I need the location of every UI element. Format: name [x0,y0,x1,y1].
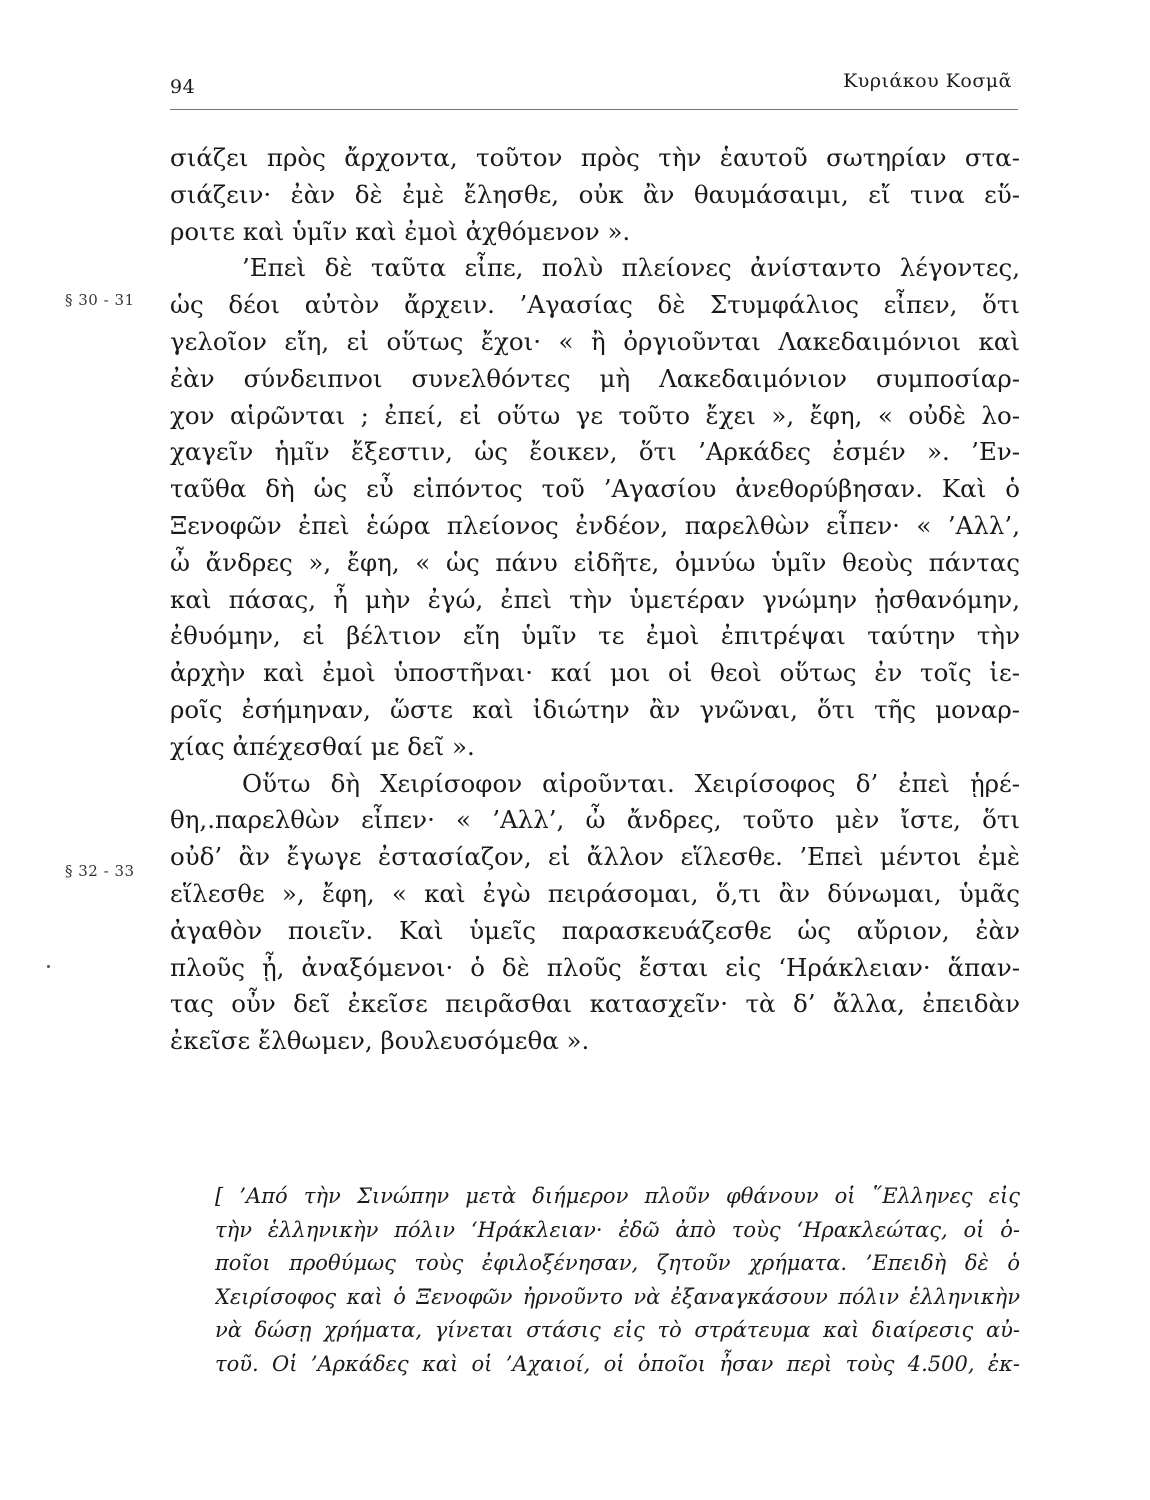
text-line: θη,.παρελθὼν εἶπεν· « ’Αλλ’, ὦ ἄνδρες, τοῦτο μὲν ἴστε, ὅτι [170,805,1020,835]
text-line: ἀρχὴν καὶ ἐμοὶ ὑποστῆναι· καί μοι οἱ θεοὶ οὕτως ἐν τοῖς ἱε- [170,658,1020,688]
text-line: εἵλεσθε », ἔφη, « καὶ ἐγὼ πειράσομαι, ὅ,τι ἂν δύνωμαι, ὑμᾶς [170,878,1020,908]
text-line: Ξενοφῶν ἐπεὶ ἑώρα πλείονος ἐνδέον, παρελθὼν εἶπεν· « ’Αλλ’, [170,510,1020,540]
text-line: ὦ ἄνδρες », ἔφη, « ὡς πάνυ εἰδῆτε, ὀμνύω ὑμῖν θεοὺς πάντας [170,547,1020,577]
text-line: οὐδ’ ἂν ἔγωγε ἐστασίαζον, εἰ ἄλλον εἵλεσθε. ’Επεὶ μέντοι ἐμὲ [170,842,1020,872]
text-line: σιάζειν· ἐὰν δὲ ἐμὲ ἔλησθε, οὐκ ἂν θαυμάσαιμι, εἴ τινα εὕ- [170,179,1020,209]
page-number: 94 [170,76,196,98]
text-line: τας οὖν δεῖ ἐκεῖσε πειρᾶσθαι κατασχεῖν· τὰ δ’ ἄλλα, ἐπειδὰν [170,989,1020,1019]
text-line: ἀγαθὸν ποιεῖν. Καὶ ὑμεῖς παρασκευάζεσθε ὡς αὔριον, ἐὰν [170,915,1020,945]
main-text [170,140,1020,1060]
text-line: γελοῖον εἴη, εἰ οὕτως ἔχοι· « ἢ ὀργιοῦνται Λακεδαιμόνιοι καὶ [170,326,1020,356]
summary-line: ποῖοι προθύμως τοὺς ἐφιλοξένησαν, ζητοῦν χρήματα. ’Επειδὴ δὲ ὁ [215,1251,1020,1276]
text-line: ’Επεὶ δὲ ταῦτα εἶπε, πολὺ πλείονες ἀνίσταντο λέγοντες, [242,253,1020,283]
text-line: χίας ἀπέχεσθαί με δεῖ ». [170,731,475,761]
text-line: ὡς δέοι αὐτὸν ἄρχειν. ’Αγασίας δὲ Στυμφάλιος εἶπεν, ὅτι [170,290,1020,320]
text-line: ροῖς ἐσήμηναν, ὥστε καὶ ἰδιώτην ἂν γνῶναι, ὅτι τῆς μοναρ- [170,694,1020,724]
text-line: ἐὰν σύνδειπνοι συνελθόντες μὴ Λακεδαιμόνιον συμποσίαρ- [170,363,1020,393]
summary-line: Χειρίσοφος καὶ ὁ Ξενοφῶν ἠρνοῦντο νὰ ἐξαναγκάσουν πόλιν ἑλληνικὴν [215,1284,1020,1309]
header-rule [170,109,1018,110]
text-line: καὶ πάσας, ἦ μὴν ἐγώ, ἐπεὶ τὴν ὑμετέραν γνώμην ᾐσθανόμην, [170,584,1020,614]
summary-line: νὰ δώσῃ χρήματα, γίνεται στάσις εἰς τὸ στράτευμα καὶ διαίρεσις αὐ- [215,1318,1020,1343]
text-line: ροιτε καὶ ὑμῖν καὶ ἐμοὶ ἀχθόμενον ». [170,216,631,246]
text-line: ἐκεῖσε ἔλθωμεν, βουλευσόμεθα ». [170,1026,590,1056]
summary-line: τὴν ἑλληνικὴν πόλιν ‘Ηράκλειαν· ἐδῶ ἀπὸ τοὺς ‘Ηρακλεώτας, οἱ ὁ- [215,1217,1020,1242]
ink-speck [47,965,50,968]
margin-section-ref: § 30 - 31 [65,291,135,309]
text-line: χον αἱρῶνται ; ἐπεί, εἰ οὕτω γε τοῦτο ἔχει », ἔφη, « οὐδὲ λο- [170,400,1020,430]
page-header [170,70,1030,104]
summary-line: [ ’Από τὴν Σινώπην μετὰ διήμερον πλοῦν φθάνουν οἱ ῞Ελληνες εἰς [215,1184,1020,1208]
text-line: ταῦθα δὴ ὡς εὖ εἰπόντος τοῦ ’Αγασίου ἀνεθορύβησαν. Καὶ ὁ [170,474,1020,504]
summary-line: τοῦ. Οἱ ’Αρκάδες καὶ οἱ ’Αχαιοί, οἱ ὁποῖοι ἦσαν περὶ τοὺς 4.500, ἐκ- [215,1351,1020,1376]
summary-note [215,1180,1020,1382]
text-line: Οὕτω δὴ Χειρίσοφον αἱροῦνται. Χειρίσοφος δ’ ἐπεὶ ᾑρέ- [242,768,1020,798]
text-line: ἐθυόμην, εἰ βέλτιον εἴη ὑμῖν τε ἐμοὶ ἐπιτρέψαι ταύτην τὴν [170,621,1020,651]
text-line: χαγεῖν ἡμῖν ἔξεστιν, ὡς ἔοικεν, ὅτι ’Αρκάδες ἐσμέν ». ’Εν- [170,437,1020,467]
running-head: Κυριάκου Κοσμᾶ [843,70,1012,92]
margin-section-ref: § 32 - 33 [65,862,135,880]
text-line: σιάζει πρὸς ἄρχοντα, τοῦτον πρὸς τὴν ἑαυτοῦ σωτηρίαν στα- [170,143,1020,172]
text-line: πλοῦς ᾖ, ἀναξόμενοι· ὁ δὲ πλοῦς ἔσται εἰς ‘Ηράκλειαν· ἅπαν- [170,952,1020,982]
